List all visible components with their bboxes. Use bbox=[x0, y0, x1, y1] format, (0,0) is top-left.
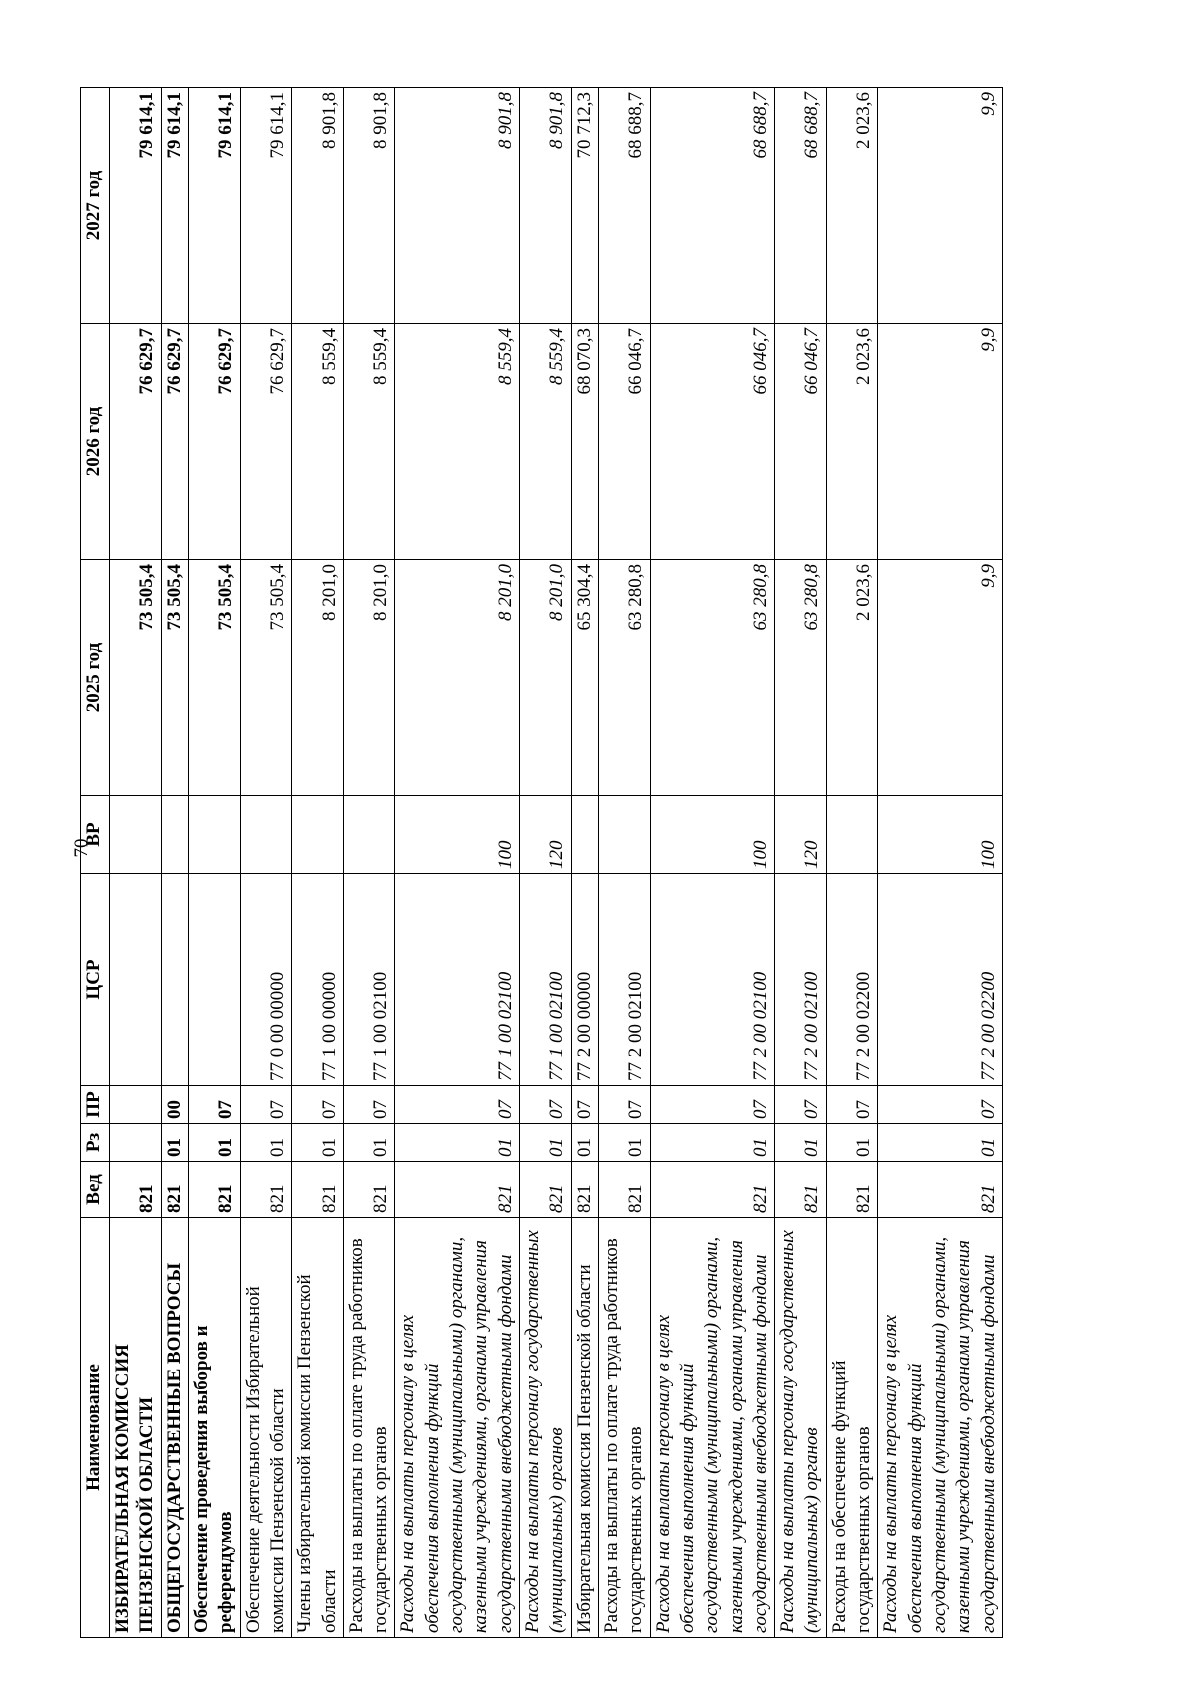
cell-name: Обеспечение деятельности Избирательной комиссии Пензенской области bbox=[240, 1218, 292, 1638]
cell-ved: 821 bbox=[775, 1162, 827, 1218]
cell-name: Расходы на выплаты персоналу государственных (муниципальных) органов bbox=[520, 1218, 572, 1638]
cell-2026: 76 629,7 bbox=[161, 324, 188, 560]
cell-name: ОБЩЕГОСУДАРСТВЕННЫЕ ВОПРОСЫ bbox=[161, 1218, 188, 1638]
cell-2026: 2 023,6 bbox=[826, 324, 878, 560]
cell-ved: 821 bbox=[161, 1162, 188, 1218]
cell-vr bbox=[188, 796, 240, 874]
cell-name: Расходы на выплаты по оплате труда работников государственных органов bbox=[343, 1218, 395, 1638]
cell-2027: 68 688,7 bbox=[775, 88, 827, 324]
cell-2026: 66 046,7 bbox=[650, 324, 775, 560]
cell-pr: 07 bbox=[598, 1086, 650, 1124]
cell-vr: 100 bbox=[395, 796, 520, 874]
cell-name: ИЗБИРАТЕЛЬНАЯ КОМИССИЯ ПЕНЗЕНСКОЙ ОБЛАСТИ bbox=[110, 1218, 162, 1638]
table-row bbox=[826, 88, 878, 1638]
table-row bbox=[292, 88, 344, 1638]
table-row bbox=[343, 88, 395, 1638]
cell-rz: 01 bbox=[598, 1124, 650, 1162]
table-body bbox=[110, 88, 1003, 1638]
cell-2027: 8 901,8 bbox=[343, 88, 395, 324]
table-row bbox=[598, 88, 650, 1638]
cell-pr: 07 bbox=[240, 1086, 292, 1124]
cell-2027: 70 712,3 bbox=[571, 88, 598, 324]
table-row bbox=[110, 88, 162, 1638]
cell-rz: 01 bbox=[188, 1124, 240, 1162]
cell-rz bbox=[110, 1124, 162, 1162]
cell-rz: 01 bbox=[520, 1124, 572, 1162]
cell-pr: 07 bbox=[826, 1086, 878, 1124]
header-name: Наименование bbox=[81, 1218, 110, 1638]
cell-csr: 77 2 00 02200 bbox=[878, 874, 1003, 1086]
budget-table bbox=[80, 87, 1003, 1638]
cell-csr bbox=[161, 874, 188, 1086]
cell-pr: 07 bbox=[650, 1086, 775, 1124]
cell-name: Расходы на выплаты персоналу в целях обеспечения выполнения функций государственными (муниципальными) органами, казенными учреждениями, органами управления государственными внебюджетными фондами bbox=[878, 1218, 1003, 1638]
table-row bbox=[240, 88, 292, 1638]
cell-ved: 821 bbox=[598, 1162, 650, 1218]
cell-csr: 77 0 00 00000 bbox=[240, 874, 292, 1086]
cell-rz: 01 bbox=[826, 1124, 878, 1162]
cell-ved: 821 bbox=[188, 1162, 240, 1218]
cell-2027: 8 901,8 bbox=[395, 88, 520, 324]
table-row bbox=[520, 88, 572, 1638]
cell-2025: 8 201,0 bbox=[520, 560, 572, 796]
cell-rz: 01 bbox=[292, 1124, 344, 1162]
cell-ved: 821 bbox=[878, 1162, 1003, 1218]
cell-2026: 68 070,3 bbox=[571, 324, 598, 560]
cell-rz: 01 bbox=[240, 1124, 292, 1162]
cell-2025: 73 505,4 bbox=[110, 560, 162, 796]
cell-rz: 01 bbox=[775, 1124, 827, 1162]
cell-2026: 66 046,7 bbox=[598, 324, 650, 560]
cell-ved: 821 bbox=[571, 1162, 598, 1218]
cell-pr: 07 bbox=[775, 1086, 827, 1124]
cell-vr: 100 bbox=[878, 796, 1003, 874]
cell-2025: 73 505,4 bbox=[188, 560, 240, 796]
cell-pr: 07 bbox=[878, 1086, 1003, 1124]
cell-rz: 01 bbox=[571, 1124, 598, 1162]
cell-name: Расходы на обеспечение функций государственных органов bbox=[826, 1218, 878, 1638]
cell-2027: 9,9 bbox=[878, 88, 1003, 324]
cell-2025: 8 201,0 bbox=[292, 560, 344, 796]
cell-2027: 8 901,8 bbox=[520, 88, 572, 324]
cell-vr bbox=[826, 796, 878, 874]
cell-ved: 821 bbox=[395, 1162, 520, 1218]
cell-2025: 73 505,4 bbox=[240, 560, 292, 796]
cell-2027: 79 614,1 bbox=[188, 88, 240, 324]
cell-csr: 77 2 00 02100 bbox=[775, 874, 827, 1086]
cell-2027: 68 688,7 bbox=[650, 88, 775, 324]
cell-csr bbox=[188, 874, 240, 1086]
cell-name: Расходы на выплаты персоналу в целях обеспечения выполнения функций государственными (муниципальными) органами, казенными учреждениями, органами управления государственными внебюджетными фондами bbox=[650, 1218, 775, 1638]
cell-2026: 76 629,7 bbox=[188, 324, 240, 560]
header-vr: ВР bbox=[81, 796, 110, 874]
cell-ved: 821 bbox=[520, 1162, 572, 1218]
table-row bbox=[395, 88, 520, 1638]
table-header-row bbox=[81, 88, 110, 1638]
cell-pr: 07 bbox=[571, 1086, 598, 1124]
cell-name: Расходы на выплаты персоналу в целях обеспечения выполнения функций государственными (муниципальными) органами, казенными учреждениями, органами управления государственными внебюджетными фондами bbox=[395, 1218, 520, 1638]
page-number: 70 bbox=[71, 838, 92, 858]
cell-vr bbox=[292, 796, 344, 874]
cell-2026: 8 559,4 bbox=[395, 324, 520, 560]
cell-2027: 79 614,1 bbox=[110, 88, 162, 324]
cell-rz: 01 bbox=[161, 1124, 188, 1162]
header-csr: ЦСР bbox=[81, 874, 110, 1086]
header-pr: ПР bbox=[81, 1086, 110, 1124]
cell-csr: 77 2 00 02100 bbox=[650, 874, 775, 1086]
cell-2025: 73 505,4 bbox=[161, 560, 188, 796]
cell-vr bbox=[240, 796, 292, 874]
table-row bbox=[650, 88, 775, 1638]
cell-2026: 9,9 bbox=[878, 324, 1003, 560]
cell-vr bbox=[161, 796, 188, 874]
cell-2025: 8 201,0 bbox=[395, 560, 520, 796]
cell-vr bbox=[343, 796, 395, 874]
cell-name: Избирательная комиссия Пензенской области bbox=[571, 1218, 598, 1638]
cell-ved: 821 bbox=[650, 1162, 775, 1218]
table-row bbox=[775, 88, 827, 1638]
cell-2027: 8 901,8 bbox=[292, 88, 344, 324]
cell-vr bbox=[571, 796, 598, 874]
cell-2027: 79 614,1 bbox=[161, 88, 188, 324]
cell-vr: 120 bbox=[520, 796, 572, 874]
cell-rz: 01 bbox=[343, 1124, 395, 1162]
table-row bbox=[188, 88, 240, 1638]
rotated-table-container bbox=[80, 88, 1040, 1638]
cell-ved: 821 bbox=[343, 1162, 395, 1218]
cell-ved: 821 bbox=[826, 1162, 878, 1218]
cell-csr: 77 1 00 02100 bbox=[395, 874, 520, 1086]
cell-2025: 2 023,6 bbox=[826, 560, 878, 796]
cell-2025: 65 304,4 bbox=[571, 560, 598, 796]
cell-pr: 07 bbox=[520, 1086, 572, 1124]
cell-pr: 07 bbox=[343, 1086, 395, 1124]
cell-2026: 8 559,4 bbox=[292, 324, 344, 560]
cell-name: Обеспечение проведения выборов и референдумов bbox=[188, 1218, 240, 1638]
table-row bbox=[161, 88, 188, 1638]
cell-name: Расходы на выплаты по оплате труда работников государственных органов bbox=[598, 1218, 650, 1638]
cell-2027: 2 023,6 bbox=[826, 88, 878, 324]
cell-2025: 63 280,8 bbox=[775, 560, 827, 796]
cell-pr bbox=[110, 1086, 162, 1124]
cell-ved: 821 bbox=[110, 1162, 162, 1218]
cell-vr bbox=[598, 796, 650, 874]
cell-rz: 01 bbox=[878, 1124, 1003, 1162]
cell-2025: 8 201,0 bbox=[343, 560, 395, 796]
header-ved: Вед bbox=[81, 1162, 110, 1218]
cell-pr: 07 bbox=[292, 1086, 344, 1124]
cell-csr: 77 1 00 02100 bbox=[520, 874, 572, 1086]
cell-csr: 77 2 00 02200 bbox=[826, 874, 878, 1086]
cell-2026: 8 559,4 bbox=[520, 324, 572, 560]
cell-2027: 68 688,7 bbox=[598, 88, 650, 324]
cell-2026: 76 629,7 bbox=[240, 324, 292, 560]
cell-rz: 01 bbox=[650, 1124, 775, 1162]
cell-2026: 76 629,7 bbox=[110, 324, 162, 560]
cell-pr: 00 bbox=[161, 1086, 188, 1124]
header-rz: Рз bbox=[81, 1124, 110, 1162]
cell-name: Члены избирательной комиссии Пензенской области bbox=[292, 1218, 344, 1638]
cell-csr: 77 1 00 00000 bbox=[292, 874, 344, 1086]
cell-pr: 07 bbox=[188, 1086, 240, 1124]
cell-2025: 9,9 bbox=[878, 560, 1003, 796]
cell-csr bbox=[110, 874, 162, 1086]
cell-2026: 8 559,4 bbox=[343, 324, 395, 560]
cell-csr: 77 1 00 02100 bbox=[343, 874, 395, 1086]
cell-2025: 63 280,8 bbox=[650, 560, 775, 796]
header-2025: 2025 год bbox=[81, 560, 110, 796]
cell-2025: 63 280,8 bbox=[598, 560, 650, 796]
cell-2027: 79 614,1 bbox=[240, 88, 292, 324]
table-row bbox=[571, 88, 598, 1638]
cell-ved: 821 bbox=[240, 1162, 292, 1218]
cell-name: Расходы на выплаты персоналу государственных (муниципальных) органов bbox=[775, 1218, 827, 1638]
cell-vr: 120 bbox=[775, 796, 827, 874]
cell-2026: 66 046,7 bbox=[775, 324, 827, 560]
cell-csr: 77 2 00 00000 bbox=[571, 874, 598, 1086]
cell-vr: 100 bbox=[650, 796, 775, 874]
cell-ved: 821 bbox=[292, 1162, 344, 1218]
cell-pr: 07 bbox=[395, 1086, 520, 1124]
cell-rz: 01 bbox=[395, 1124, 520, 1162]
header-2027: 2027 год bbox=[81, 88, 110, 324]
cell-csr: 77 2 00 02100 bbox=[598, 874, 650, 1086]
table-row bbox=[878, 88, 1003, 1638]
cell-vr bbox=[110, 796, 162, 874]
header-2026: 2026 год bbox=[81, 324, 110, 560]
